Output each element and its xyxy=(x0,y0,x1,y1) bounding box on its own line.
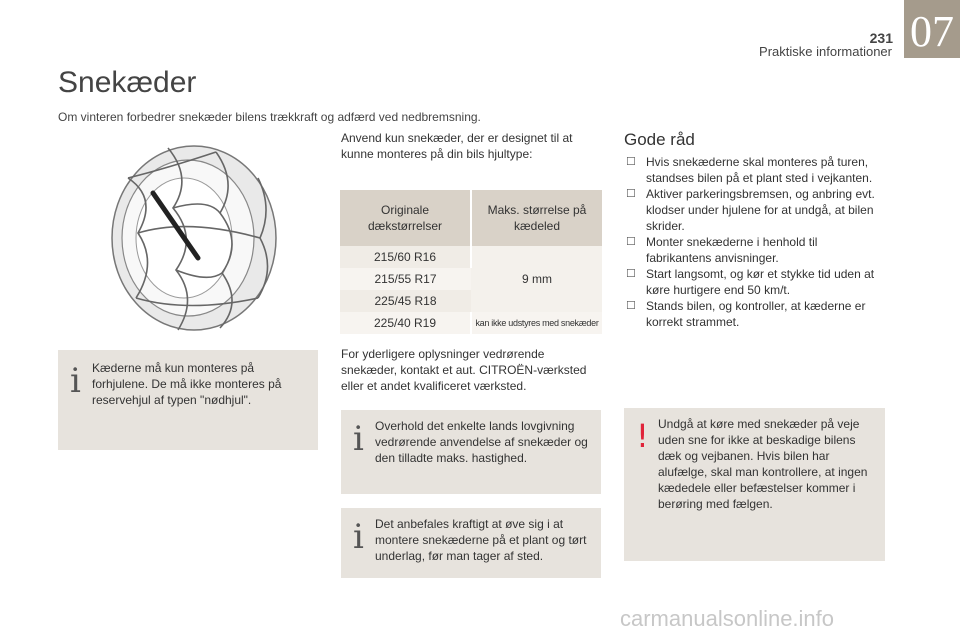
checkbox-icon: ☐ xyxy=(626,188,636,200)
info-note-practice xyxy=(341,508,601,578)
tips-list xyxy=(624,154,886,330)
tire-size-cell: 215/60 R16 xyxy=(340,246,471,268)
info-icon: i xyxy=(70,361,81,401)
table-header-max-link: Maks. størrelse på kædeled xyxy=(471,190,602,246)
workshop-info-text: For yderligere oplysninger vedrørende snekæder, kontakt et aut. CITROËN-værksted eller et andet kvalificeret værksted. xyxy=(341,347,587,393)
page-title: Snekæder xyxy=(58,66,197,99)
info-icon: i xyxy=(353,517,364,557)
table-row xyxy=(340,246,602,268)
intro-text: Om vinteren forbedrer snekæder bilens trækkraft og adfærd ved nedbremsning. xyxy=(58,110,481,124)
tip-text: Stands bilen, og kontroller, at kæderne er korrekt strammet. xyxy=(646,299,866,329)
warning-icon: ! xyxy=(636,417,649,455)
chapter-tab xyxy=(904,0,960,58)
table-lead-text: Anvend kun snekæder, der er designet til at kunne monteres på din bils hjultype: xyxy=(341,131,573,161)
tip-text: Hvis snekæderne skal monteres på turen, standses bilen på et plant sted i vejkanten. xyxy=(646,155,873,185)
snow-chain-wheel-illustration xyxy=(98,138,288,338)
info-note-front-wheels xyxy=(58,350,318,450)
list-item xyxy=(624,186,886,234)
legislation-note-text: Overhold det enkelte lands lovgivning vedrørende anvendelse af snekæder og den tilladte maks. hastighed. xyxy=(375,419,588,465)
practice-note-text: Det anbefales kraftigt at øve sig i at montere snekæderne på et plant og tørt underlag, før man tager af sted. xyxy=(375,517,587,563)
checkbox-icon: ☐ xyxy=(626,236,636,248)
tire-size-cell: 225/40 R19 xyxy=(340,312,471,334)
info-note-text: Kæderne må kun monteres på forhjulene. De må ikke monteres på reservehjul af typen "nødhjul". xyxy=(92,361,282,407)
checkbox-icon: ☐ xyxy=(626,268,636,280)
table-header-tire-size: Originale dækstørrelser xyxy=(340,190,471,246)
tire-size-table xyxy=(340,190,602,334)
checkbox-icon: ☐ xyxy=(626,300,636,312)
table-row xyxy=(340,312,602,334)
page-number: 231 xyxy=(869,30,893,46)
list-item xyxy=(624,266,886,298)
info-note-legislation xyxy=(341,410,601,494)
list-item xyxy=(624,298,886,330)
warning-text: Undgå at køre med snekæder på veje uden sne for ikke at beskadige bilens dæk og vejbanen. Hvis bilen har alufælge, skal man kontrollere, at ingen kædedele eller befæstelser kommer i berøring med fælgen. xyxy=(658,417,868,511)
warning-note xyxy=(624,408,885,561)
checkbox-icon: ☐ xyxy=(626,156,636,168)
list-item xyxy=(624,154,886,186)
chapter-number: 07 xyxy=(910,7,954,56)
tip-text: Monter snekæderne i henhold til fabrikantens anvisninger. xyxy=(646,235,818,265)
tire-size-cell: 225/45 R18 xyxy=(340,290,471,312)
tip-text: Start langsomt, og kør et stykke tid uden at køre hurtigere end 50 km/t. xyxy=(646,267,875,297)
tip-text: Aktiver parkeringsbremsen, og anbring evt. klodser under hjulene for at undgå, at bilen skrider. xyxy=(646,187,875,233)
tips-heading: Gode råd xyxy=(624,130,695,149)
list-item xyxy=(624,234,886,266)
max-link-cell: 9 mm xyxy=(471,246,602,312)
chapter-name: Praktiske informationer xyxy=(759,44,892,59)
no-chain-note-cell: kan ikke udstyres med snekæder xyxy=(471,312,602,334)
info-icon: i xyxy=(353,419,364,459)
tire-size-cell: 215/55 R17 xyxy=(340,268,471,290)
watermark: carmanualsonline.info xyxy=(620,606,835,631)
